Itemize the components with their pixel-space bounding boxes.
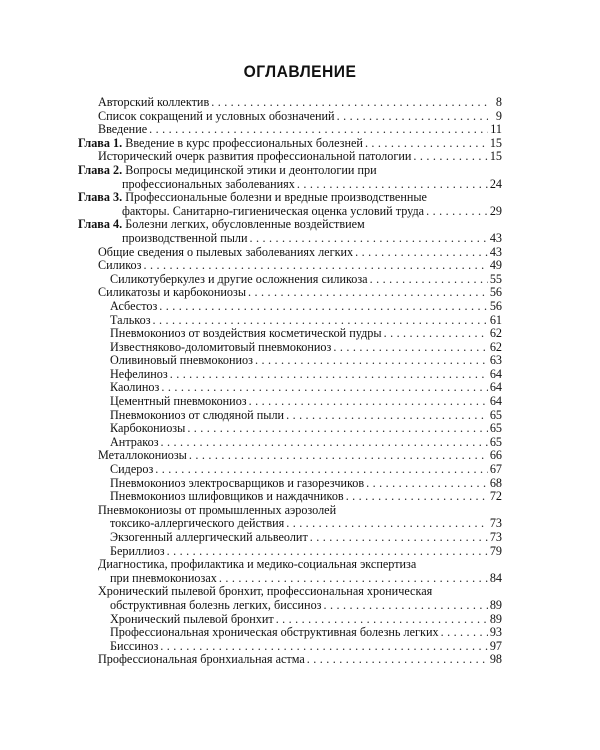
toc-entry-text: Введение в курс профессиональных болезней bbox=[125, 135, 363, 150]
toc-entry bbox=[78, 259, 502, 273]
toc-entry-continuation bbox=[78, 599, 502, 613]
page-number: 79 bbox=[489, 543, 502, 558]
toc-entry bbox=[78, 490, 502, 504]
toc-entry-continuation bbox=[78, 205, 502, 219]
page-number: 29 bbox=[489, 203, 502, 218]
toc-entry bbox=[78, 368, 502, 382]
page-number: 43 bbox=[489, 230, 502, 245]
toc-entry bbox=[78, 436, 502, 450]
toc-entry-text: факторы. Санитарно-гигиеническая оценка условий труда bbox=[122, 203, 425, 218]
leader-dots bbox=[161, 381, 487, 395]
toc-entry bbox=[78, 286, 502, 300]
toc-entry-text: Диагностика, профилактика и медико-социальная экспертиза bbox=[98, 557, 417, 572]
page-number: 64 bbox=[489, 366, 502, 381]
toc-entry-text: Профессиональная хроническая обструктивная болезнь легких bbox=[110, 625, 439, 640]
page-number: 89 bbox=[489, 597, 502, 612]
page-number: 66 bbox=[489, 448, 502, 463]
page-number: 73 bbox=[489, 530, 502, 544]
toc-entry bbox=[78, 150, 502, 164]
page-number: 56 bbox=[489, 298, 502, 313]
page-number: 73 bbox=[489, 516, 502, 531]
leader-dots bbox=[250, 232, 488, 246]
toc-entry bbox=[78, 246, 502, 260]
page-number: 62 bbox=[489, 326, 502, 341]
page-number: 49 bbox=[489, 258, 502, 273]
leader-dots bbox=[365, 137, 488, 151]
leader-dots bbox=[355, 246, 488, 260]
chapter-label: Глава 1. bbox=[78, 135, 123, 150]
toc-entry bbox=[78, 449, 502, 463]
page-number: 9 bbox=[495, 108, 502, 123]
toc-entry bbox=[78, 531, 502, 545]
toc-entry-text: производственной пыли bbox=[122, 230, 248, 245]
toc-entry-text: токсико-аллергического действия bbox=[110, 516, 285, 531]
toc-entry bbox=[78, 123, 502, 137]
leader-dots bbox=[286, 517, 488, 531]
toc-entry-text: Пневмокониозы от промышленных аэрозолей bbox=[98, 502, 337, 517]
page-number: 68 bbox=[489, 475, 502, 490]
toc-entry-text: Силикоз bbox=[98, 258, 142, 273]
leader-dots bbox=[323, 599, 487, 613]
toc-entry-continuation bbox=[78, 572, 502, 586]
leader-dots bbox=[187, 422, 488, 436]
chapter-label: Глава 3. bbox=[78, 190, 123, 205]
toc-entry bbox=[78, 354, 502, 368]
toc-entry-text: Сидероз bbox=[110, 462, 154, 477]
page-number: 67 bbox=[489, 462, 502, 477]
toc-entry bbox=[78, 381, 502, 395]
toc-entry bbox=[78, 477, 502, 491]
toc-entry bbox=[78, 273, 502, 287]
toc-entry-text: Каолиноз bbox=[110, 380, 160, 395]
page-number: 56 bbox=[489, 285, 502, 300]
page-number: 84 bbox=[489, 570, 502, 585]
leader-dots bbox=[297, 178, 488, 192]
leader-dots bbox=[310, 531, 488, 545]
toc-entry-text: при пневмокониозах bbox=[110, 570, 217, 585]
toc-entry-continuation bbox=[78, 178, 502, 192]
leader-dots bbox=[143, 259, 487, 273]
toc-entry bbox=[78, 327, 502, 341]
toc-entry bbox=[78, 110, 502, 124]
toc-entry bbox=[78, 218, 502, 232]
leader-dots bbox=[211, 96, 488, 110]
leader-dots bbox=[170, 368, 488, 382]
toc-entry bbox=[78, 504, 502, 518]
chapter-label: Глава 4. bbox=[78, 217, 123, 232]
leader-dots bbox=[337, 110, 488, 124]
page-number: 72 bbox=[489, 489, 502, 504]
page-number: 24 bbox=[489, 176, 502, 191]
page-number: 98 bbox=[489, 652, 502, 667]
chapter-label: Глава 2. bbox=[78, 162, 123, 177]
toc-entry-text: профессиональных заболеваниях bbox=[122, 176, 295, 191]
toc-entry bbox=[78, 545, 502, 559]
table-of-contents bbox=[78, 96, 502, 667]
page-number: 65 bbox=[489, 421, 502, 436]
toc-entry-text: Карбокониозы bbox=[110, 421, 186, 436]
leader-dots bbox=[189, 449, 488, 463]
page-number: 93 bbox=[489, 625, 502, 640]
toc-entry-text: Болезни легких, обусловленные воздействием bbox=[125, 217, 365, 232]
toc-entry bbox=[78, 341, 502, 355]
leader-dots bbox=[384, 327, 488, 341]
toc-entry-text: Талькоз bbox=[110, 312, 151, 327]
page-number: 62 bbox=[489, 339, 502, 354]
leader-dots bbox=[161, 436, 488, 450]
leader-dots bbox=[153, 314, 488, 328]
toc-entry-text: Бериллиоз bbox=[110, 543, 165, 558]
toc-entry-text: Пневмокониоз шлифовщиков и наждачников bbox=[110, 489, 344, 504]
page-number: 61 bbox=[489, 312, 502, 327]
leader-dots bbox=[149, 123, 488, 137]
toc-entry-text: Нефелиноз bbox=[110, 366, 168, 381]
toc-entry-text: Силикатозы и карбокониозы bbox=[98, 285, 247, 300]
leader-dots bbox=[255, 354, 488, 368]
toc-entry bbox=[78, 191, 502, 205]
page-number: 15 bbox=[489, 149, 502, 164]
page-number: 8 bbox=[495, 95, 502, 109]
toc-entry-text: обструктивная болезнь легких, биссиноз bbox=[110, 597, 322, 612]
leader-dots bbox=[219, 572, 488, 586]
leader-dots bbox=[159, 300, 488, 314]
leader-dots bbox=[441, 626, 488, 640]
toc-entry-continuation bbox=[78, 517, 502, 531]
page-number: 15 bbox=[489, 135, 502, 150]
toc-entry-text: Вопросы медицинской этики и деонтологии при bbox=[125, 162, 377, 177]
page-number: 89 bbox=[489, 611, 502, 626]
toc-entry-text: Профессиональные болезни и вредные производственные bbox=[125, 190, 427, 205]
leader-dots bbox=[286, 409, 488, 423]
page-number: 55 bbox=[489, 271, 502, 286]
toc-entry-text: Металлокониозы bbox=[98, 448, 187, 463]
toc-entry-text: Биссиноз bbox=[110, 638, 159, 653]
toc-entry bbox=[78, 300, 502, 314]
leader-dots bbox=[167, 545, 488, 559]
leader-dots bbox=[248, 286, 488, 300]
toc-entry bbox=[78, 409, 502, 423]
leader-dots bbox=[160, 640, 488, 654]
leader-dots bbox=[426, 205, 488, 219]
toc-entry bbox=[78, 164, 502, 178]
toc-entry-text: Хронический пылевой бронхит bbox=[110, 611, 274, 626]
page-number: 97 bbox=[489, 638, 502, 653]
toc-entry-text: Введение bbox=[98, 122, 148, 137]
toc-entry bbox=[78, 463, 502, 477]
toc-entry-text: Профессиональная бронхиальная астма bbox=[98, 652, 305, 667]
page-number: 43 bbox=[489, 244, 502, 259]
toc-entry bbox=[78, 395, 502, 409]
page-number: 65 bbox=[489, 407, 502, 422]
toc-entry-text: Общие сведения о пылевых заболеваниях легких bbox=[98, 244, 354, 259]
leader-dots bbox=[249, 395, 488, 409]
toc-entry bbox=[78, 653, 502, 667]
toc-entry-text: Антракоз bbox=[110, 434, 159, 449]
toc-entry-continuation bbox=[78, 232, 502, 246]
toc-entry-text: Оливиновый пневмокониоз bbox=[110, 353, 253, 368]
leader-dots bbox=[276, 613, 488, 627]
toc-entry-text: Асбестоз bbox=[110, 298, 158, 313]
toc-entry-text: Хронический пылевой бронхит, профессиональная хроническая bbox=[98, 584, 433, 599]
toc-entry-text: Цементный пневмокониоз bbox=[110, 394, 247, 409]
toc-entry-text: Известняково-доломитовый пневмокониоз bbox=[110, 339, 332, 354]
page-number: 63 bbox=[489, 353, 502, 368]
toc-entry bbox=[78, 585, 502, 599]
toc-entry bbox=[78, 613, 502, 627]
toc-entry-text: Экзогенный аллергический альвеолит bbox=[110, 530, 308, 544]
leader-dots bbox=[370, 273, 488, 287]
page-number: 64 bbox=[489, 380, 502, 395]
leader-dots bbox=[413, 150, 487, 164]
toc-entry-text: Список сокращений и условных обозначений bbox=[98, 108, 335, 123]
leader-dots bbox=[346, 490, 488, 504]
toc-entry-text: Исторический очерк развития профессиональной патологии bbox=[98, 149, 412, 164]
toc-entry-text: Авторский коллектив bbox=[98, 95, 210, 109]
toc-entry-text: Силикотуберкулез и другие осложнения силикоза bbox=[110, 271, 368, 286]
leader-dots bbox=[333, 341, 487, 355]
page-title: ОГЛАВЛЕНИЕ bbox=[243, 62, 357, 81]
toc-entry bbox=[78, 422, 502, 436]
leader-dots bbox=[366, 477, 488, 491]
toc-entry-text: Пневмокониоз электросварщиков и газорезчиков bbox=[110, 475, 365, 490]
leader-dots bbox=[155, 463, 488, 477]
toc-entry bbox=[78, 314, 502, 328]
page-number: 64 bbox=[489, 394, 502, 409]
toc-entry bbox=[78, 626, 502, 640]
toc-entry-text: Пневмокониоз от воздействия косметической пудры bbox=[110, 326, 382, 341]
toc-entry bbox=[78, 558, 502, 572]
leader-dots bbox=[307, 653, 488, 667]
page-number: 11 bbox=[490, 122, 502, 137]
toc-entry bbox=[78, 96, 502, 110]
toc-entry-text: Пневмокониоз от слюдяной пыли bbox=[110, 407, 285, 422]
toc-entry bbox=[78, 137, 502, 151]
toc-entry bbox=[78, 640, 502, 654]
page-number: 65 bbox=[489, 434, 502, 449]
